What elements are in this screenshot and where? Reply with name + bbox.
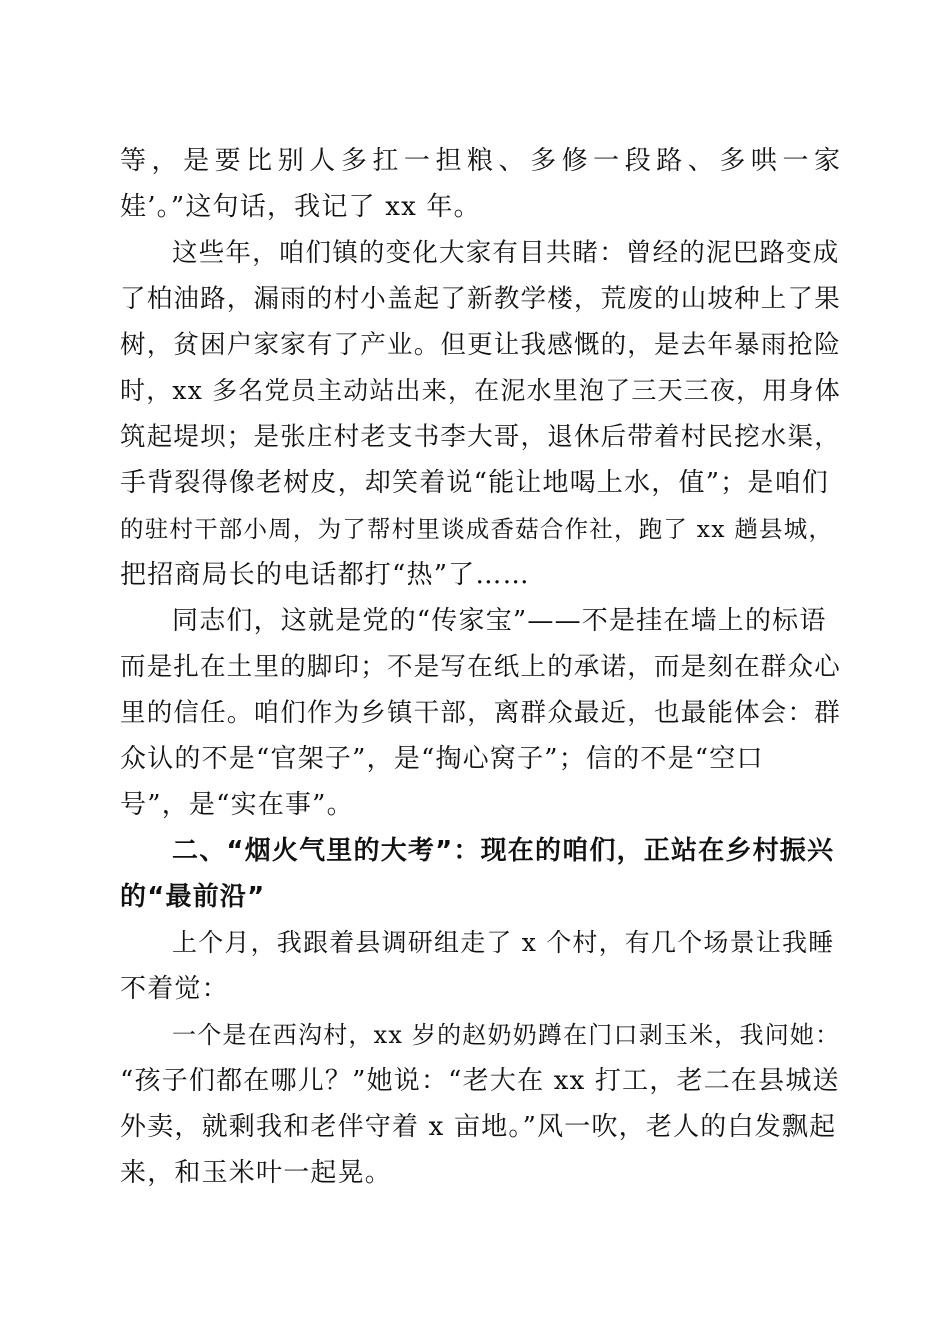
text-line: 来，和玉米叶一起晃。	[120, 1158, 393, 1188]
section-heading-continued: 的“最前沿”	[120, 882, 266, 912]
text-line: 等，是要比别人多扛一担粮、多修一段路、多哄一家	[120, 146, 840, 176]
text-line: “孩子们都在哪儿？”她说：“老大在 xx 打工，老二在县城送	[120, 1066, 840, 1096]
text-line: 外卖，就剩我和老伴守着 x 亩地。”风一吹，老人的白发飘起	[120, 1112, 837, 1142]
paragraph-first-line: 上个月，我跟着县调研组走了 x 个村，有几个场景让我睡	[172, 928, 835, 957]
text-line: 众认的不是“官架子”，是“掏心窝子”；信的不是“空口	[120, 744, 764, 774]
paragraph-first-line: 这些年，咱们镇的变化大家有目共睹：曾经的泥巴路变成	[172, 238, 840, 268]
text-line: 里的信任。咱们作为乡镇干部，离群众最近，也最能体会：群	[120, 698, 841, 728]
text-line: 树，贫困户家家有了产业。但更让我感慨的，是去年暴雨抢险	[120, 330, 841, 360]
text-line: 时，xx 多名党员主动站出来，在泥水里泡了三天三夜，用身体	[120, 376, 841, 405]
text-line: 而是扎在土里的脚印；不是写在纸上的承诺，而是刻在群众心	[120, 652, 841, 682]
text-line: 了柏油路，漏雨的村小盖起了新教学楼，荒废的山坡种上了果	[120, 284, 841, 314]
text-line: 不着觉：	[120, 974, 229, 1004]
text-line: 手背裂得像老树皮，却笑着说“能让地喝上水，值”；是咱们	[120, 468, 829, 498]
text-line: 娃’。”这句话，我记了 xx 年。	[120, 192, 481, 222]
text-line: 筑起堤坝；是张庄村老支书李大哥，退休后带着村民挖水渠，	[120, 422, 841, 452]
text-line: 把招商局长的电话都打“热”了……	[120, 560, 530, 590]
text-line: 的驻村干部小周，为了帮村里谈成香菇合作社，跑了 xx 趟县城，	[120, 515, 834, 543]
section-heading: 二、“烟火气里的大考”：现在的咱们，正站在乡村振兴	[172, 836, 835, 866]
paragraph-first-line: 一个是在西沟村，xx 岁的赵奶奶蹲在门口剥玉米，我问她：	[172, 1021, 841, 1049]
text-line: 号”，是“实在事”。	[120, 790, 354, 820]
paragraph-first-line: 同志们，这就是党的“传家宝”——不是挂在墙上的标语	[172, 606, 827, 636]
